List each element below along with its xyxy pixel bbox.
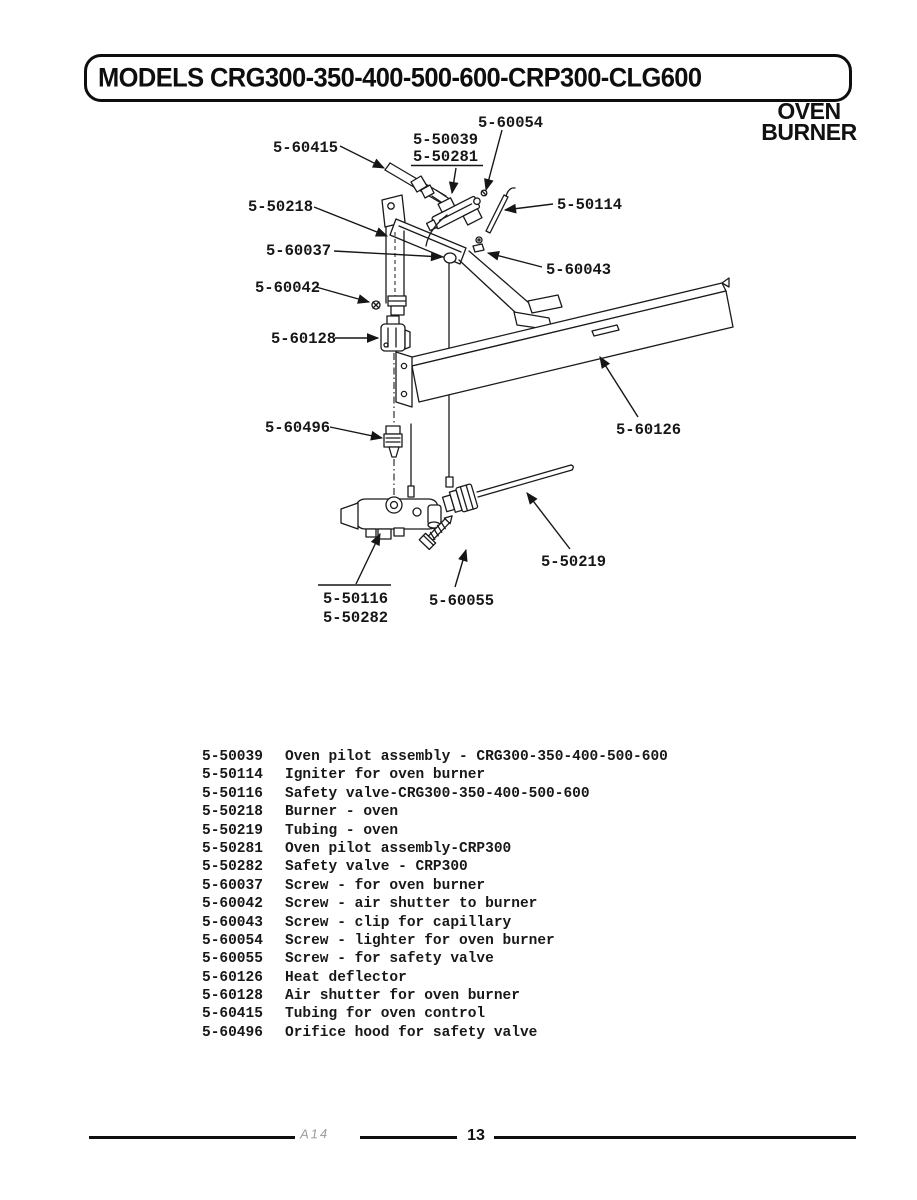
part-heat-deflector [396, 278, 733, 407]
part-description: Tubing - oven [285, 822, 399, 839]
part-screw-lighter [481, 190, 487, 196]
part-number: 5-50114 [202, 767, 263, 784]
parts-row [202, 822, 668, 840]
part-number: 5-50282 [202, 859, 263, 876]
part-screw-oven-burner [444, 253, 456, 263]
part-description: Screw - clip for capillary [285, 914, 512, 931]
parts-row [202, 748, 668, 766]
burner-mixer-head [388, 296, 406, 315]
part-igniter [486, 188, 515, 233]
callout-label: 5-50114 [557, 196, 623, 214]
part-description: Air shutter for oven burner [285, 988, 520, 1005]
callout-label: 5-60128 [271, 330, 337, 348]
callout-label: 5-50218 [248, 198, 314, 216]
callout-label: 5-60415 [273, 139, 339, 157]
part-description: Screw - for oven burner [285, 877, 486, 894]
part-tubing-oven [441, 465, 573, 516]
part-description: Igniter for oven burner [285, 767, 486, 784]
callout-label: 5-60042 [255, 279, 321, 297]
parts-row [202, 1005, 668, 1023]
callout-label: 5-50282 [323, 609, 389, 627]
part-number: 5-50039 [202, 749, 263, 765]
part-number: 5-60037 [202, 877, 263, 894]
print-stamp: A14 [299, 1125, 330, 1142]
parts-row [202, 914, 668, 932]
parts-row [202, 950, 668, 968]
part-number: 5-60043 [202, 914, 263, 931]
section-title-line1: OVEN [777, 98, 841, 124]
parts-row [202, 803, 668, 821]
page-number: 13 [467, 1127, 485, 1144]
part-description: Burner - oven [285, 804, 399, 821]
part-safety-valve [341, 497, 441, 539]
parts-row [202, 987, 668, 1005]
footer-rule-middle [360, 1136, 457, 1139]
section-title-line2: BURNER [761, 119, 857, 145]
part-description: Heat deflector [285, 969, 407, 986]
part-number: 5-60415 [202, 1006, 263, 1023]
part-description: Tubing for oven control [285, 1006, 486, 1023]
callout-label: 5-50116 [323, 590, 389, 608]
callout-label: 5-60055 [429, 592, 495, 610]
part-number: 5-50116 [202, 785, 263, 802]
callout-label: 5-50281 [413, 148, 479, 166]
parts-row [202, 766, 668, 784]
footer-rule-left [89, 1136, 295, 1139]
exploded-diagram [240, 95, 770, 640]
footer-rule-right [494, 1136, 856, 1139]
callout-label: 5-50219 [541, 553, 607, 571]
parts-row [202, 895, 668, 913]
part-description: Oven pilot assembly - CRG300-350-400-500-600 [285, 749, 668, 765]
parts-row [202, 877, 668, 895]
part-description: Oven pilot assembly-CRP300 [285, 840, 512, 857]
part-screw-air-shutter [372, 301, 380, 309]
parts-row [202, 785, 668, 803]
part-description: Safety valve-CRG300-350-400-500-600 [285, 785, 590, 802]
part-number: 5-60496 [202, 1024, 263, 1041]
part-description: Screw - lighter for oven burner [285, 932, 555, 949]
callout-label: 5-60126 [616, 421, 682, 439]
part-description: Orifice hood for safety valve [285, 1024, 538, 1041]
part-number: 5-50218 [202, 804, 263, 821]
parts-row [202, 969, 668, 987]
parts-row [202, 1024, 668, 1042]
part-number: 5-50281 [202, 840, 263, 857]
part-number: 5-60126 [202, 969, 263, 986]
parts-row [202, 840, 668, 858]
part-number: 5-60054 [202, 932, 263, 949]
part-number: 5-60055 [202, 951, 263, 968]
parts-row [202, 932, 668, 950]
callout-label: 5-60043 [546, 261, 612, 279]
part-screw-capillary-clip [473, 237, 484, 252]
part-number: 5-50219 [202, 822, 263, 839]
part-air-shutter [381, 316, 410, 351]
part-description: Screw - for safety valve [285, 951, 494, 968]
parts-row [202, 858, 668, 876]
capillary-pin [446, 477, 453, 487]
part-description: Safety valve - CRP300 [285, 859, 468, 876]
part-description: Screw - air shutter to burner [285, 896, 538, 913]
part-number: 5-60128 [202, 988, 263, 1005]
callout-label: 5-60037 [266, 242, 332, 260]
models-header-title: MODELS CRG300-350-400-500-600-CRP300-CLG600 [98, 62, 702, 93]
valve-pin [408, 486, 414, 497]
callout-label: 5-60496 [265, 419, 331, 437]
part-number: 5-60042 [202, 896, 263, 913]
part-orifice-hood [384, 426, 402, 457]
callout-label: 5-50039 [413, 131, 479, 149]
callout-label: 5-60054 [478, 114, 544, 132]
parts-list [202, 748, 668, 1042]
